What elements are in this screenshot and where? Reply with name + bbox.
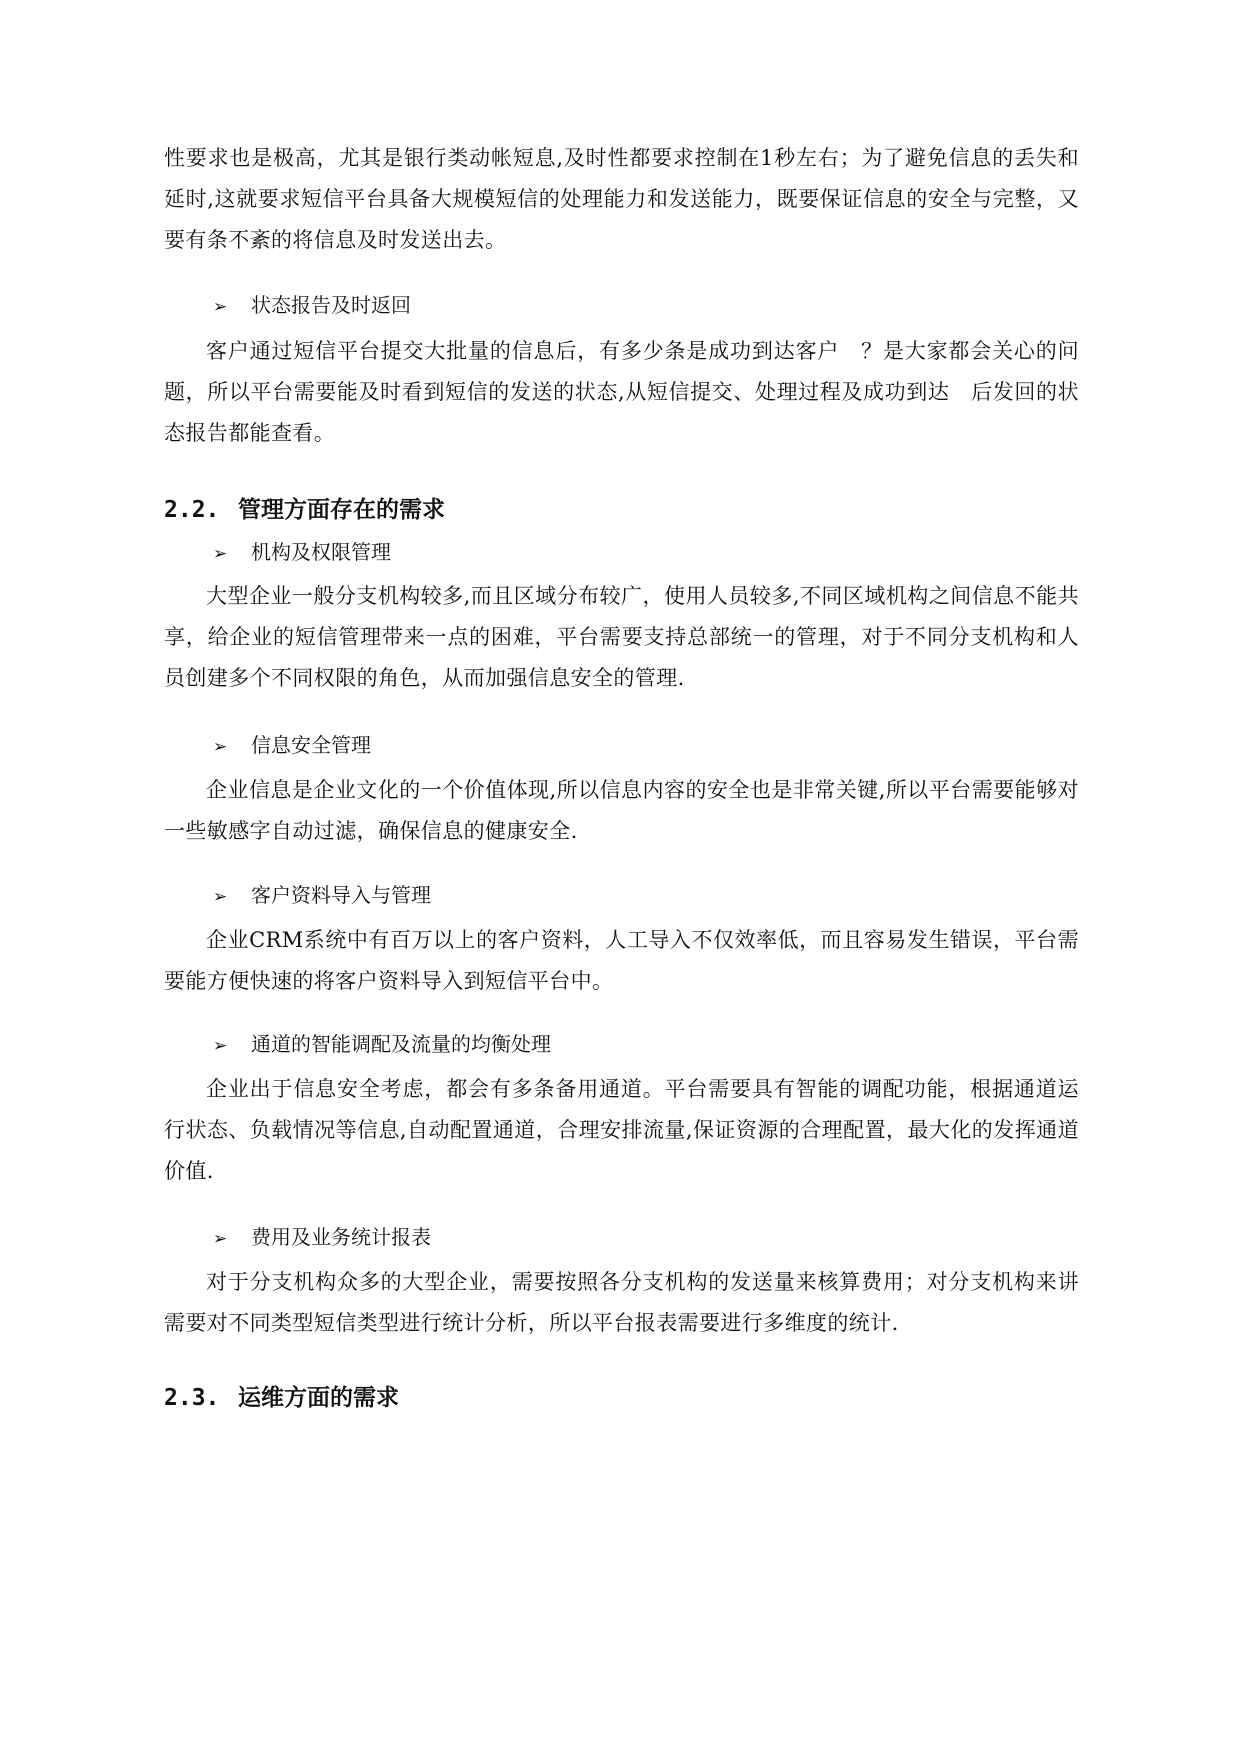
arrow-bullet-icon: ➢: [213, 887, 228, 907]
paragraph-info-security: 企业信息是企业文化的一个价值体现,所以信息内容的安全也是非常关键,所以平台需要能够对一些敏感字自动过滤，确保信息的健康安全.: [164, 778, 1079, 843]
bullet-label: 费用及业务统计报表: [251, 1225, 431, 1249]
arrow-bullet-icon: ➢: [213, 297, 228, 317]
bullet-label: 信息安全管理: [251, 733, 371, 757]
paragraph-timeliness: 性要求也是极高，尤其是银行类动帐短息,及时性都要求控制在1秒左右；为了避免信息的丢失和延时,这就要求短信平台具备大规模短信的处理能力和发送能力，既要保证信息的安全与完整，又要有条不紊的将信息及时发送出去。: [164, 146, 1079, 252]
paragraph-customer-import: 企业CRM系统中有百万以上的客户资料，人工导入不仅效率低，而且容易发生错误，平台需要能方便快速的将客户资料导入到短信平台中。: [164, 928, 1079, 993]
arrow-bullet-icon: ➢: [213, 1036, 228, 1056]
paragraph-status-report: 客户通过短信平台提交大批量的信息后，有多少条是成功到达客户 ？是大家都会关心的问题，所以平台需要能及时看到短信的发送的状态,从短信提交、处理过程及成功到达 后发回的状态报告都能查看。: [164, 339, 1079, 445]
paragraph-channel-balancing: 企业出于信息安全考虑，都会有多条备用通道。平台需要具有智能的调配功能，根据通道运行状态、负载情况等信息,自动配置通道，合理安排流量,保证资源的合理配置，最大化的发挥通道价值.: [164, 1077, 1079, 1183]
paragraph-cost-statistics: 对于分支机构众多的大型企业，需要按照各分支机构的发送量来核算费用；对分支机构来讲需要对不同类型短信类型进行统计分析，所以平台报表需要进行多维度的统计.: [164, 1270, 1079, 1335]
bullet-cost-statistics: [213, 1222, 431, 1254]
bullet-info-security: [213, 730, 371, 762]
bullet-org-permission: [213, 537, 391, 569]
bullet-label: 状态报告及时返回: [251, 293, 411, 317]
section-title: 管理方面存在的需求: [238, 497, 445, 523]
section-title: 运维方面的需求: [238, 1385, 399, 1411]
arrow-bullet-icon: ➢: [213, 737, 228, 757]
bullet-customer-import: [213, 880, 431, 912]
section-heading-2-2: [164, 493, 445, 527]
section-heading-2-3: [164, 1381, 399, 1415]
bullet-label: 通道的智能调配及流量的均衡处理: [251, 1032, 551, 1056]
bullet-label: 机构及权限管理: [251, 540, 391, 564]
section-number: 2.3.: [164, 1385, 220, 1411]
section-number: 2.2.: [164, 497, 220, 523]
bullet-label: 客户资料导入与管理: [251, 883, 431, 907]
paragraph-org-permission: 大型企业一般分支机构较多,而且区域分布较广，使用人员较多,不同区域机构之间信息不能共享，给企业的短信管理带来一点的困难，平台需要支持总部统一的管理，对于不同分支机构和人员创建多个不同权限的角色，从而加强信息安全的管理.: [164, 584, 1079, 690]
bullet-status-report: [213, 290, 411, 322]
arrow-bullet-icon: ➢: [213, 1229, 228, 1249]
arrow-bullet-icon: ➢: [213, 544, 228, 564]
bullet-channel-balancing: [213, 1029, 551, 1061]
